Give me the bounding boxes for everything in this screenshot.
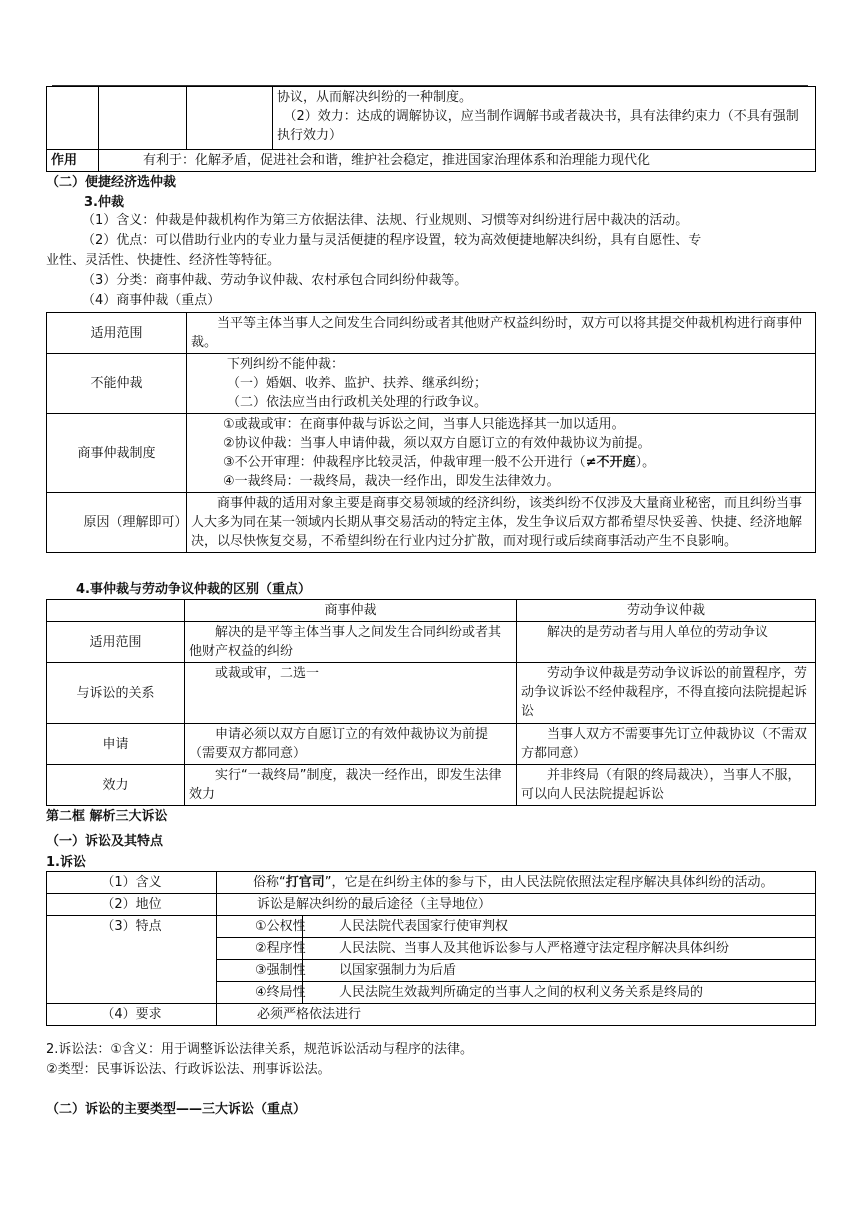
feature-desc: 人民法院生效裁判所确定的当事人之间的权利义务关系是终局的 <box>303 982 816 1004</box>
paragraph: （1）含义：仲裁是仲裁机构作为第三方依据法律、法规、行业规则、习惯等对纠纷进行居中裁决的活动。 <box>82 213 689 228</box>
row-label: 适用范围 <box>47 313 187 354</box>
cell: 或裁或审，二选一 <box>185 663 517 724</box>
row-text: 当平等主体当事人之间发生合同纠纷或者其他财产权益纠纷时，双方可以将其提交仲裁机构进行商事仲裁。 <box>187 313 816 354</box>
feature-desc: 人民法院、当事人及其他诉讼参与人严格遵守法定程序解决具体纠纷 <box>303 938 816 960</box>
role-text: 有利于：化解矛盾，促进社会和谐，维护社会稳定，推进国家治理体系和治理能力现代化 <box>99 150 816 172</box>
feature-label: 公权性 <box>266 919 306 934</box>
mediation-effect: （2）效力：达成的调解协议，应当制作调解书或者裁决书，具有法律约束力（不具有强制执行效力） <box>277 109 799 143</box>
cell: 当事人双方不需要事先订立仲裁协议（不需双方都同意） <box>517 724 816 765</box>
row-label: （2）地位 <box>47 894 217 916</box>
row-label: 申请 <box>47 724 185 765</box>
table-row <box>47 600 816 622</box>
feature-number: ② <box>255 941 267 956</box>
cell: 劳动争议仲裁是劳动争议诉讼的前置程序，劳动争议诉讼不经仲裁程序，不得直接向法院提起诉讼 <box>517 663 816 724</box>
top-table <box>46 86 816 172</box>
comparison-table-wrap <box>46 599 816 806</box>
paragraph: （3）分类：商事仲裁、劳动争议仲裁、农村承包合同纠纷仲裁等。 <box>82 273 468 288</box>
row-text: 商事仲裁的适用对象主要是商事交易领域的经济纠纷，该类纠纷不仅涉及大量商业秘密，而且纠纷当事人大多为同在某一领域内长期从事交易活动的特定主体，发生争议后双方都希望尽快妥善、快捷、经济地解决，以尽快恢复交易，不希望纠纷在行业内过分扩散，而对现行或后续商事活动产生不良影响。 <box>187 493 816 553</box>
column-header: 商事仲裁 <box>185 600 517 622</box>
row-text: 必须严格依法进行 <box>217 1004 816 1026</box>
table-row <box>47 894 816 916</box>
empty-cell <box>47 600 185 622</box>
text-line: ④一裁终局：一裁终局，裁决一经作出，即发生法律效力。 <box>223 474 560 489</box>
feature-desc: 人民法院代表国家行使审判权 <box>303 916 816 938</box>
empty-cell <box>187 87 273 150</box>
litigation-table-wrap <box>46 871 816 1026</box>
row-label: （4）要求 <box>47 1004 217 1026</box>
feature-number: ① <box>255 919 267 934</box>
row-text <box>187 414 816 493</box>
cell: 并非终局（有限的终局裁决），当事人不服，可以向人民法院提起诉讼 <box>517 765 816 806</box>
mediation-line: 协议，从而解决纠纷的一种制度。 <box>277 90 473 105</box>
cell: 解决的是平等主体当事人之间发生合同纠纷或者其他财产权益的纠纷 <box>185 622 517 663</box>
subsection-heading: 3.仲裁 <box>84 195 124 210</box>
row-label: 不能仲裁 <box>47 354 187 414</box>
feature-name <box>217 916 306 938</box>
paragraph: （2）优点：可以借助行业内的专业力量与灵活便捷的程序设置，较为高效便捷地解决纠纷，具有自愿性、专 <box>82 233 702 248</box>
table-row <box>47 663 816 724</box>
row-label: 与诉讼的关系 <box>47 663 185 724</box>
mediation-effect-cell <box>273 87 816 150</box>
feature-name <box>217 982 306 1004</box>
text-line: ①或裁或审：在商事仲裁与诉讼之间，当事人只能选择其一加以适用。 <box>223 417 625 432</box>
feature-desc: 以国家强制力为后盾 <box>303 960 816 982</box>
text-line: （一）婚姻、收养、监护、扶养、继承纠纷； <box>227 376 488 391</box>
row-label: 效力 <box>47 765 185 806</box>
empty-cell <box>99 87 187 150</box>
row-text <box>187 354 816 414</box>
table-row <box>47 872 816 894</box>
text-line: ②协议仲裁：当事人申请仲裁，须以双方自愿订立的有效仲裁协议为前提。 <box>223 436 651 451</box>
table-row <box>47 724 816 765</box>
empty-cell <box>47 87 99 150</box>
paragraph: 业性、灵活性、快捷性、经济性等特征。 <box>46 253 281 268</box>
table-row <box>47 622 816 663</box>
emphasis: ≠不开庭 <box>585 455 636 470</box>
table-row <box>47 916 816 938</box>
role-label: 作用 <box>47 150 99 172</box>
row-label: （3）特点 <box>47 916 217 1004</box>
text-part: ）。 <box>635 455 656 470</box>
feature-label: 强制性 <box>266 963 306 978</box>
subsection-heading: 1.诉讼 <box>46 855 86 870</box>
feature-number: ③ <box>255 963 267 978</box>
section-heading: （二）诉讼的主要类型——三大诉讼（重点） <box>46 1102 307 1117</box>
feature-name <box>217 960 306 982</box>
row-text <box>217 872 816 894</box>
table-row <box>47 493 816 553</box>
table-row <box>47 87 816 150</box>
row-label: （1）含义 <box>47 872 217 894</box>
row-label: 适用范围 <box>47 622 185 663</box>
table-row <box>47 313 816 354</box>
cell: 实行“一裁终局”制度，裁决一经作出，即发生法律效力 <box>185 765 517 806</box>
row-text: 诉讼是解决纠纷的最后途径（主导地位） <box>217 894 816 916</box>
frame-title: 第二框 解析三大诉讼 <box>46 809 168 824</box>
top-table-wrap <box>46 86 816 172</box>
emphasis: 打官司 <box>285 875 325 890</box>
feature-number: ④ <box>255 985 267 1000</box>
section-heading: （一）诉讼及其特点 <box>46 834 164 849</box>
text-line <box>223 453 811 472</box>
litigation-table <box>46 871 816 1026</box>
table-row <box>47 150 816 172</box>
table-row <box>47 414 816 493</box>
feature-name <box>217 938 306 960</box>
cell: 解决的是劳动者与用人单位的劳动争议 <box>517 622 816 663</box>
paragraph: 2.诉讼法：①含义：用于调整诉讼法律关系，规范诉讼活动与程序的法律。 <box>46 1042 474 1057</box>
paragraph: ②类型：民事诉讼法、行政诉讼法、刑事诉讼法。 <box>46 1062 331 1077</box>
text-part: 俗称“ <box>253 875 286 890</box>
cell: 申请必须以双方自愿订立的有效仲裁协议为前提（需要双方都同意） <box>185 724 517 765</box>
comparison-table <box>46 599 816 806</box>
paragraph: （4）商事仲裁（重点） <box>82 293 221 308</box>
row-label: 原因（理解即可） <box>47 493 187 553</box>
section-heading: 4.事仲裁与劳动争议仲裁的区别（重点） <box>76 582 311 597</box>
feature-label: 终局性 <box>266 985 306 1000</box>
feature-label: 程序性 <box>266 941 306 956</box>
text-line: （二）依法应当由行政机关处理的行政争议。 <box>227 395 488 410</box>
text-part: ”，它是在纠纷主体的参与下，由人民法院依照法定程序解决具体纠纷的活动。 <box>324 875 774 890</box>
row-label: 商事仲裁制度 <box>47 414 187 493</box>
table-row <box>47 765 816 806</box>
commercial-table-wrap <box>46 312 816 553</box>
column-header: 劳动争议仲裁 <box>517 600 816 622</box>
text-line: 下列纠纷不能仲裁： <box>227 357 345 372</box>
commercial-arbitration-table <box>46 312 816 553</box>
section-heading: （二）便捷经济选仲裁 <box>46 175 177 190</box>
text-part: ③不公开审理：仲裁程序比较灵活，仲裁审理一般不公开进行（ <box>223 455 586 470</box>
table-row <box>47 354 816 414</box>
table-row <box>47 1004 816 1026</box>
